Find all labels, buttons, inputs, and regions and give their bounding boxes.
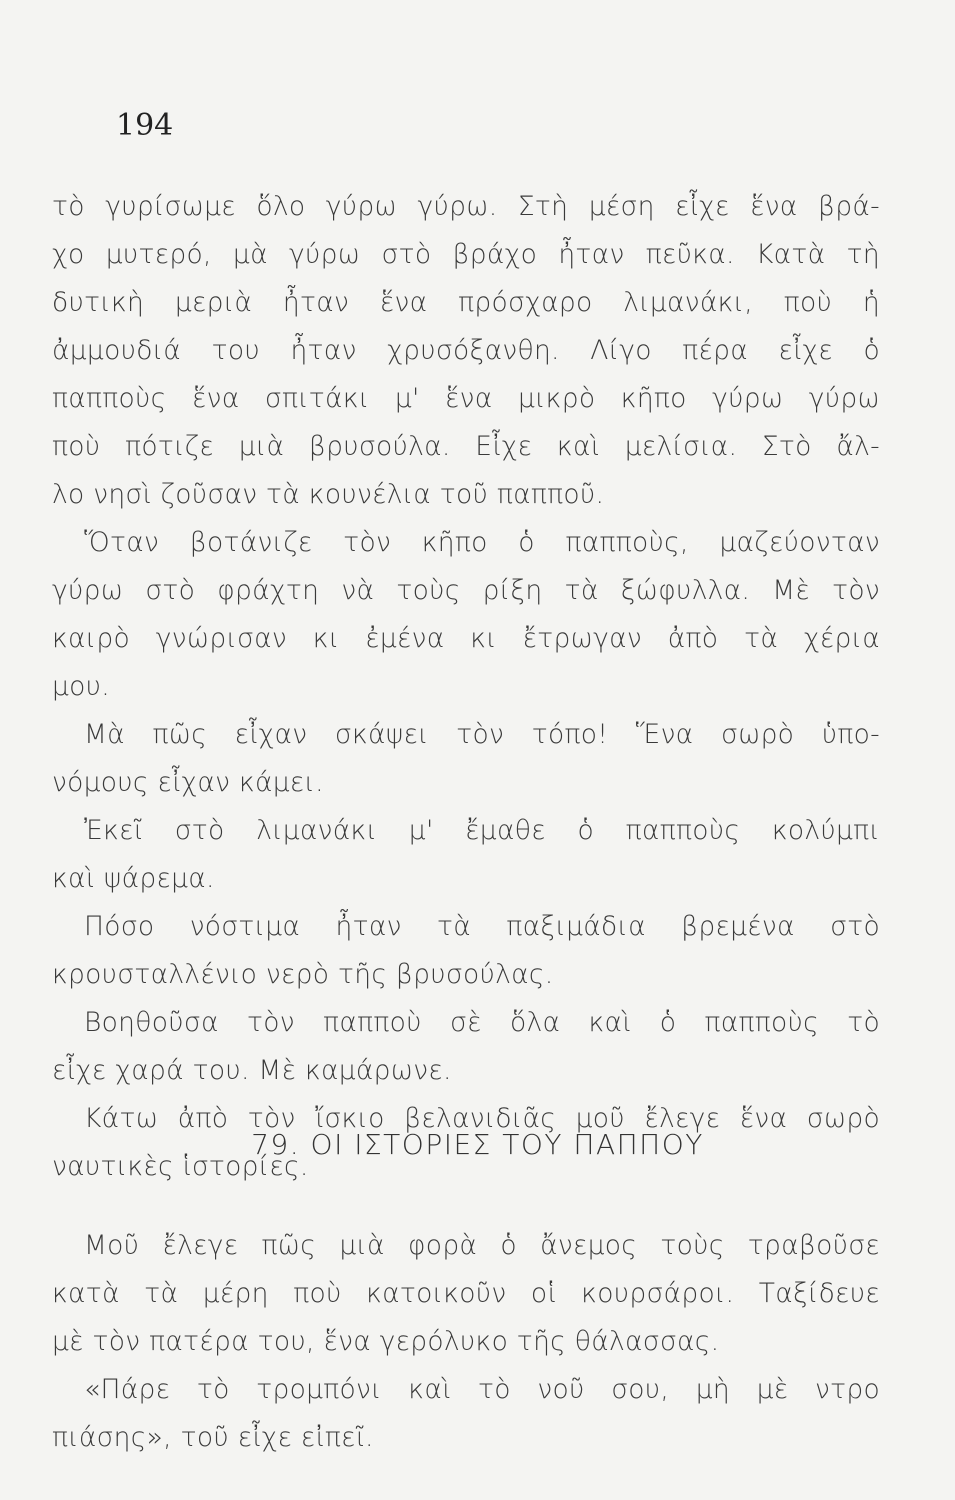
- text-line: χο μυτερό, μὰ γύρω στὸ βράχο ἦταν πεῦκα. Κατὰ τὴ: [52, 239, 880, 270]
- text-line: ποὺ πότιζε μιὰ βρυσούλα. Εἶχε καὶ μελίσια. Στὸ ἄλ-: [52, 431, 880, 462]
- text-line: Βοηθοῦσα τὸν παπποὺ σὲ ὅλα καὶ ὁ παπποὺς τὸ: [84, 1007, 880, 1038]
- text-line: γύρω στὸ φράχτη νὰ τοὺς ρίξη τὰ ξώφυλλα. Μὲ τὸν: [52, 575, 880, 606]
- text-block-chapter: [52, 1222, 880, 1462]
- text-line: Ἐκεῖ στὸ λιμανάκι μ' ἔμαθε ὁ παπποὺς κολύμπι: [84, 815, 880, 846]
- text-line: Κάτω ἀπὸ τὸν ἴσκιο βελανιδιᾶς μοῦ ἔλεγε ἕνα σωρὸ: [84, 1103, 880, 1134]
- text-line: Μοῦ ἔλεγε πῶς μιὰ φορὰ ὁ ἄνεμος τοὺς τραβοῦσε: [84, 1230, 880, 1261]
- text-line: Ὅταν βοτάνιζε τὸν κῆπο ὁ παπποὺς, μαζεύονταν: [84, 527, 880, 558]
- text-line: κατὰ τὰ μέρη ποὺ κατοικοῦν οἱ κουρσάροι. Ταξίδευε: [52, 1278, 880, 1309]
- text-line: παπποὺς ἕνα σπιτάκι μ' ἕνα μικρὸ κῆπο γύρω γύρω: [52, 383, 880, 414]
- text-line: εἶχε χαρά του. Μὲ καμάρωνε.: [52, 1055, 452, 1086]
- text-line: μου.: [52, 671, 111, 702]
- text-line: λο νησὶ ζοῦσαν τὰ κουνέλια τοῦ παπποῦ.: [52, 479, 605, 510]
- text-line: ἀμμουδιά του ἦταν χρυσόξανθη. Λίγο πέρα εἶχε ὁ: [52, 335, 880, 366]
- text-line: καὶ ψάρεμα.: [52, 863, 215, 894]
- text-line: καιρὸ γνώρισαν κι ἐμένα κι ἔτρωγαν ἀπὸ τὰ χέρια: [52, 623, 880, 654]
- page-number: 194: [116, 108, 174, 143]
- text-line: πιάσης», τοῦ εἶχε εἰπεῖ.: [52, 1422, 374, 1453]
- text-line: Πόσο νόστιμα ἦταν τὰ παξιμάδια βρεμένα στὸ: [84, 911, 880, 942]
- text-line: νόμους εἶχαν κάμει.: [52, 767, 324, 798]
- text-line: κρουσταλλένιο νερὸ τῆς βρυσούλας.: [52, 959, 554, 990]
- text-line: «Πάρε τὸ τρομπόνι καὶ τὸ νοῦ σου, μὴ μὲ ντρο: [84, 1374, 880, 1405]
- text-line: τὸ γυρίσωμε ὅλο γύρω γύρω. Στὴ μέση εἶχε ἕνα βρά-: [52, 191, 880, 222]
- text-block-main: [52, 183, 880, 1191]
- text-line: ναυτικὲς ἱστορίες.: [52, 1151, 309, 1182]
- text-line: δυτικὴ μεριὰ ἦταν ἕνα πρόσχαρο λιμανάκι, ποὺ ἡ: [52, 287, 880, 318]
- chapter-heading: 79. ΟΙ ΙΣΤΟΡΙΕΣ ΤΟΥ ΠΑΠΠΟΥ: [251, 1128, 704, 1161]
- text-line: μὲ τὸν πατέρα του, ἕνα γερόλυκο τῆς θάλασσας.: [52, 1326, 720, 1357]
- text-line: Μὰ πῶς εἶχαν σκάψει τὸν τόπο! Ἕνα σωρὸ ὑπο-: [84, 719, 880, 750]
